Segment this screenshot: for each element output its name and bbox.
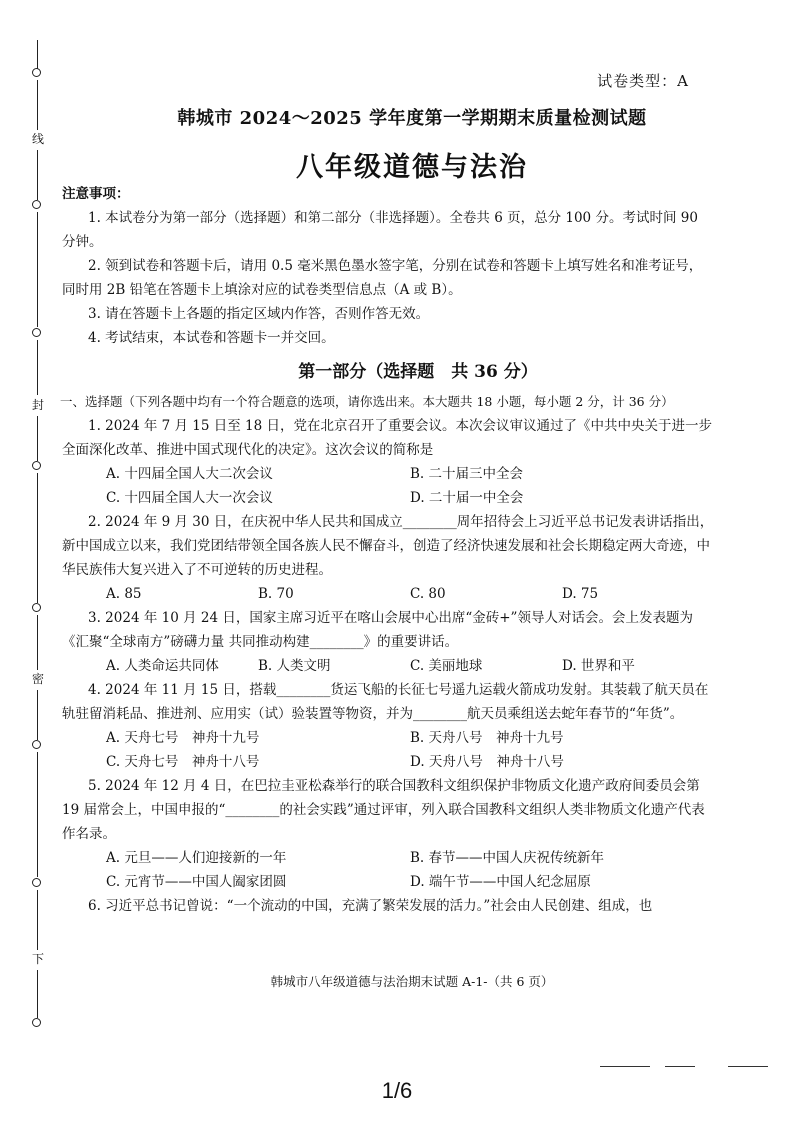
question-4-options (62, 750, 714, 774)
question-1-options (62, 462, 714, 486)
binding-char-xia: 下 (31, 952, 44, 966)
option-c[interactable]: C. 元宵节——中国人阖家团圆 (106, 874, 287, 890)
binding-line (37, 473, 38, 603)
binding-margin (20, 40, 50, 1030)
option-d[interactable]: D. 二十届一中全会 (410, 490, 524, 506)
binding-line (37, 615, 38, 670)
binding-line (37, 40, 38, 70)
question-4-options (62, 726, 714, 750)
question-1-stem: 1. 2024 年 7 月 15 日至 18 日，党在北京召开了重要会议。本次会议审议通过了《中共中央关于进一步全面深化改革、推进中国式现代化的决定》。这次会议的简称是 (62, 418, 713, 458)
binding-hole (32, 328, 41, 337)
option-d[interactable]: D. 世界和平 (562, 658, 635, 674)
binding-line (37, 416, 38, 461)
option-c[interactable]: C. 天舟七号 神舟十八号 (106, 754, 260, 770)
binding-line (37, 690, 38, 740)
scan-mark (728, 1066, 768, 1067)
notice-item: 2. 领到试卷和答题卡后，请用 0.5 毫米黑色墨水签字笔，分别在试卷和答题卡上填写姓名和准考证号，同时用 2B 铅笔在答题卡上填涂对应的试卷类型信息点（A 或 B）。 (62, 258, 703, 298)
binding-char-mi: 密 (31, 672, 44, 686)
question-2-stem: 2. 2024 年 9 月 30 日，在庆祝中华人民共和国成立________周年招待会上习近平总书记发表讲话指出，新中国成立以来，我们党团结带领全国各族人民不懈奋斗，创造了经济快速发展和社会长期稳定两大奇迹，中华民族伟大复兴进入了不可逆转的历史进程。 (62, 514, 714, 578)
binding-hole (32, 68, 41, 77)
paper-type-label: 试卷类型：A (597, 72, 689, 90)
option-b[interactable]: B. 天舟八号 神舟十九号 (410, 730, 564, 746)
section-heading: 一、选择题（下列各题中均有一个符合题意的选项，请你选出来。本大题共 18 小题，每小题 2 分，计 36 分） (60, 394, 674, 409)
option-b[interactable]: B. 春节——中国人庆祝传统新年 (410, 850, 605, 866)
question-5-options (62, 846, 714, 870)
scan-mark (600, 1066, 650, 1067)
question-5-options (62, 870, 714, 894)
part-one-title: 第一部分（选择题 共 36 分） (298, 362, 538, 382)
binding-hole (32, 878, 41, 887)
page-number: 1/6 (381, 1078, 413, 1103)
binding-char-feng: 封 (31, 398, 44, 412)
binding-hole (32, 1018, 41, 1027)
scan-mark (665, 1066, 695, 1067)
binding-line (37, 212, 38, 327)
notice-heading: 注意事项： (62, 186, 130, 202)
option-c[interactable]: C. 80 (410, 586, 446, 602)
option-c[interactable]: C. 十四届全国人大一次会议 (106, 490, 273, 506)
option-b[interactable]: B. 二十届三中全会 (410, 466, 524, 482)
option-a[interactable]: A. 天舟七号 神舟十九号 (106, 730, 260, 746)
option-a[interactable]: A. 85 (106, 586, 142, 602)
option-d[interactable]: D. 75 (562, 586, 599, 602)
question-1-options (62, 486, 714, 510)
notice-item: 4. 考试结束，本试卷和答题卡一并交回。 (88, 330, 335, 346)
option-b[interactable]: B. 70 (258, 586, 294, 602)
binding-line (37, 340, 38, 395)
binding-hole (32, 740, 41, 749)
binding-line (37, 752, 38, 877)
option-a[interactable]: A. 元旦——人们迎接新的一年 (106, 850, 287, 866)
option-c[interactable]: C. 美丽地球 (410, 658, 483, 674)
question-4-stem: 4. 2024 年 11 月 15 日，搭载________货运飞船的长征七号遥九运载火箭成功发射。其装载了航天员在轨驻留消耗品、推进剂、应用实（试）验装置等物资，并为________航天员乘组送去蛇年春节的“年货”。 (62, 682, 709, 722)
exam-content (62, 182, 714, 918)
binding-hole (32, 603, 41, 612)
question-5-stem: 5. 2024 年 12 月 4 日，在巴拉圭亚松森举行的联合国教科文组织保护非物质文化遗产政府间委员会第 19 届常会上，中国申报的“________的社会实践”通过评审，列入联合国教科文组织人类非物质文化遗产代表作名录。 (62, 778, 705, 842)
question-2-options (62, 582, 714, 606)
question-6-stem: 6. 习近平总书记曾说：“一个流动的中国，充满了繁荣发展的活力。”社会由人民创建、组成，也 (88, 898, 653, 914)
subject-title: 八年级道德与法治 (296, 152, 528, 183)
question-3-options (62, 654, 714, 678)
option-d[interactable]: D. 端午节——中国人纪念屈原 (410, 874, 591, 890)
question-3-stem: 3. 2024 年 10 月 24 日，国家主席习近平在喀山会展中心出席“金砖+”领导人对话会。会上发表题为《汇聚“全球南方”磅礴力量 共同推动构建________》的重要讲话。 (62, 610, 693, 650)
option-d[interactable]: D. 天舟八号 神舟十八号 (410, 754, 564, 770)
notice-item: 3. 请在答题卡上各题的指定区域内作答，否则作答无效。 (88, 306, 430, 322)
binding-hole (32, 461, 41, 470)
binding-char-xian: 线 (31, 132, 44, 146)
exam-title: 韩城市 2024～2025 学年度第一学期期末质量检测试题 (177, 108, 647, 129)
option-a[interactable]: A. 十四届全国人大二次会议 (106, 466, 273, 482)
binding-hole (32, 200, 41, 209)
option-b[interactable]: B. 人类文明 (258, 658, 331, 674)
page-footer: 韩城市八年级道德与法治期末试题 A-1-（共 6 页） (270, 974, 554, 989)
binding-line (37, 890, 38, 950)
option-a[interactable]: A. 人类命运共同体 (106, 658, 219, 674)
notice-item: 1. 本试卷分为第一部分（选择题）和第二部分（非选择题）。全卷共 6 页，总分 100 分。考试时间 90 分钟。 (62, 210, 698, 250)
